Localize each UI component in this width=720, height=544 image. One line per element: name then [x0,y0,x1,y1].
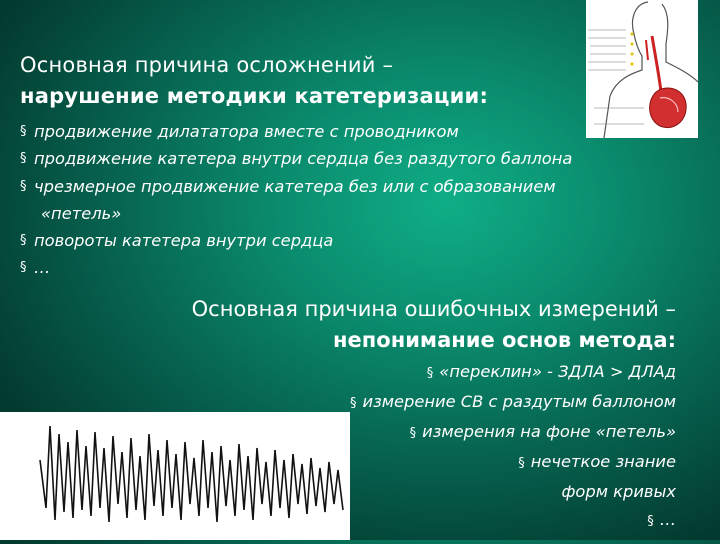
list-item: § продвижение дилататора вместе с проводником [20,118,720,145]
complications-heading-line1: Основная причина осложнений – [20,53,394,77]
list-item: § чрезмерное продвижение катетера без или с образованием [20,173,720,200]
bullet-marker: § [20,260,27,276]
list-item: § «переклин» - ЗДЛА > ДЛАд [426,362,676,381]
pressure-waveform-strip [0,412,350,540]
list-item: § измерения на фоне «петель» [409,422,676,441]
measurement-errors-heading-line2: непонимание основ метода: [333,328,676,352]
list-item: § … [20,254,720,281]
list-item: § нечеткое знание [518,452,676,471]
bullet-marker: § [426,366,434,381]
bullet-marker: § [20,178,27,194]
anatomy-drawing [586,0,698,138]
complications-list [20,118,720,282]
list-item: § продвижение катетера внутри сердца без раздутого баллона [20,145,720,172]
bullet-marker: § [20,124,27,139]
complications-heading-line2: нарушение методики катетеризации: [20,84,489,108]
complications-heading [20,50,580,112]
list-item: § … [647,510,676,529]
bullet-marker: § [20,151,27,167]
list-item-continuation: «петель» [41,203,122,223]
list-item: § измерение СВ с раздутым баллоном [350,392,676,411]
measurement-errors-heading [116,294,676,356]
catheter-anatomy-illustration [586,0,698,138]
list-item-continuation: форм кривых [561,482,676,501]
bullet-marker: § [647,514,654,529]
bullet-marker: § [518,456,525,471]
bullet-marker: § [409,426,417,441]
measurement-errors-heading-line1: Основная причина ошибочных измерений – [191,297,676,321]
bullet-marker: § [350,396,357,411]
waveform-trace [0,412,350,540]
list-item: § повороты катетера внутри сердца [20,227,720,254]
bullet-marker: § [20,233,27,249]
